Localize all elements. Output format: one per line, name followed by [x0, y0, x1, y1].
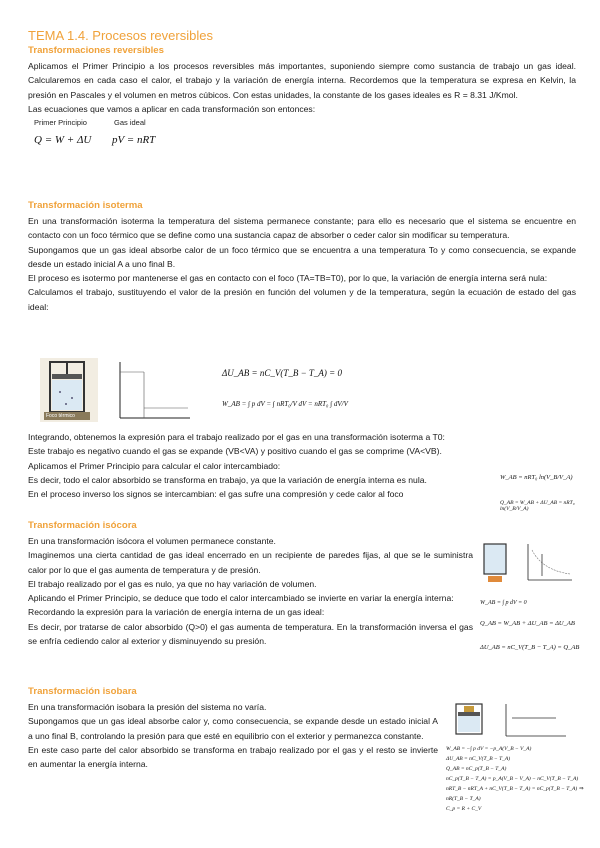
page-title: TEMA 1.4. Procesos reversibles [28, 28, 213, 43]
isobara-equations [446, 744, 596, 826]
isobara-equation-4: nC_p(T_B − T_A) = p_A(V_B − V_A) − nC_V(T_B − T_A) [446, 776, 579, 782]
isobara-paragraph-2: Supongamos que un gas ideal absorbe calor y, como consecuencia, se expande desde un estado inicial A a uno final B, controlando la presión para que esté en equilibrio con el exterior y permanezca constante. [28, 716, 438, 741]
isoterma-paragraph-5: Integrando, obtenemos la expresión para el trabajo realizado por el gas en una transformación isoterma a T0: [28, 432, 445, 442]
label-gas-ideal: Gas ideal [114, 118, 146, 128]
isocora-paragraph-1: En una transformación isócora el volumen permanece constante. [28, 536, 276, 546]
intro-paragraph-2: Las ecuaciones que vamos a aplicar en cada transformación son entonces: [28, 103, 316, 114]
isobara-equation-3: Q_AB = nC_p(T_B − T_A) [446, 766, 507, 772]
isobara-equation-2: ΔU_AB = nC_V(T_B − T_A) [446, 756, 511, 762]
isocora-paragraph-5: Recordando la expresión para la variación de energía interna de un gas ideal: [28, 607, 325, 618]
section-isoterma-cont [28, 430, 576, 501]
isobara-equation-1: W_AB = −∫ p dV = −p_A(V_B − V_A) [446, 746, 532, 752]
isoterma-equation-du: ΔU_AB = nC_V(T_B − T_A) = 0 [222, 368, 342, 378]
isoterma-equation-w: W_AB = ∫ p dV = ∫ nRT₀/V dV = nRT₀ ∫ dV/V [222, 400, 348, 408]
isoterma-equation-wab: W_AB = nRT₀ ln(V_B/V_A) [500, 474, 573, 481]
isoterma-equation-qab: Q_AB = W_AB + ΔU_AB = nRT₀ ln(V_B/V_A) [500, 500, 575, 512]
isocora-paragraph-3: El trabajo realizado por el gas es nulo, ya que no hay variación de volumen. [28, 578, 317, 589]
section-isoterma [28, 200, 576, 314]
isoterma-pv-diagram [108, 358, 192, 424]
section-intro [28, 28, 576, 166]
isoterma-paragraph-2: Supongamos que un gas ideal absorbe calor de un foco térmico que se encuentra a una temperatura To y como consecuencia, se expande desde un estado inicial A a uno final B. [28, 244, 576, 269]
isoterma-paragraph-1: En una transformación isoterma la temperatura del sistema permanece constante; para ello es necesario que el sistema se encuentre en contacto con un foco térmico que se define como una sustancia capaz de absorber o ceder calor sin modificar su temperatura. [28, 216, 576, 241]
isocora-paragraph-6: Es decir, por tratarse de calor absorbido (Q>0) el gas aumenta de temperatura. En la transformación inversa el gas se enfría cediendo calor al exterior y disminuyendo su presión. [28, 621, 473, 647]
isocora-figure [482, 540, 574, 586]
isobara-equation-5: nRT_B − nRT_A + nC_V(T_B − T_A) = nC_p(T_B − T_A) ⇒ nR(T_B − T_A) [446, 786, 584, 802]
isocora-equation-w: W_AB = ∫ p dV = 0 [480, 600, 527, 606]
isobara-paragraph-1: En una transformación isobara la presión del sistema no varía. [28, 702, 267, 712]
isoterma-paragraph-9: En el proceso inverso los signos se intercambian: el gas sufre una compresión y cede calor al foco [28, 489, 404, 500]
heading-isocora: Transformación isócora [28, 520, 137, 531]
label-foco-termico: Foco térmico [46, 413, 75, 419]
intro-paragraph-1: Aplicamos el Primer Principio a los procesos reversibles más importantes, suponiendo siempre como sustancia de trabajo un gas ideal. Calcularemos en cada caso el calor, el trabajo y la variación de energía interna. Recordemos que la temperatura se expresa en Kelvin, la presión en Pascales y el volumen en metros cúbicos. Con estas unidades, la constante de los gases ideales es R = 8.31 J/Kmol. [28, 61, 576, 100]
heading-transformaciones-reversibles: Transformaciones reversibles [28, 45, 164, 56]
heading-isobara: Transformación isobara [28, 686, 137, 697]
isocora-paragraph-4: Aplicando el Primer Principio, se deduce que todo el calor intercambiado se invierte en variar la energía interna: [28, 593, 454, 604]
isocora-equation-du: ΔU_AB = nC_V(T_B − T_A) = Q_AB [480, 644, 580, 651]
isoterma-paragraph-7: Aplicamos el Primer Principio para calcular el calor intercambiado: [28, 460, 281, 471]
isoterma-paragraph-6: Este trabajo es negativo cuando el gas se expande (VB<VA) y positivo cuando el gas se comprime (VA<VB). [28, 446, 442, 457]
isobara-paragraph-3: En este caso parte del calor absorbido se transforma en trabajo realizado por el gas y el resto se invierte en aumentar la energía interna. [28, 744, 438, 770]
isobara-equation-6: C_p = R + C_V [446, 806, 482, 812]
heading-isoterma: Transformación isoterma [28, 200, 143, 211]
isoterma-paragraph-4: Calculamos el trabajo, sustituyendo el valor de la presión en función del volumen y de la temperatura, según la ecuación de estado del gas ideal: [28, 287, 576, 312]
equation-gas-ideal: pV = nRT [112, 134, 156, 147]
isocora-equation-q: Q_AB = W_AB + ΔU_AB = ΔU_AB [480, 620, 575, 627]
isobara-figure [446, 700, 576, 740]
equation-primer-principio: Q = W + ΔU [34, 134, 92, 147]
isoterma-piston-figure [40, 358, 98, 422]
label-primer-principio: Primer Principio [34, 118, 87, 128]
isocora-paragraph-2: Imaginemos una cierta cantidad de gas ideal encerrado en un recipiente de paredes fijas, al que se le suministra calor por lo que el gas aumenta de temperatura y de presión. [28, 550, 473, 575]
isoterma-paragraph-8: Es decir, todo el calor absorbido se transforma en trabajo, ya que la variación de energía interna es nula. [28, 474, 427, 485]
isoterma-paragraph-3: El proceso es isotermo por mantenerse el gas en contacto con el foco (TA=TB=T0), por lo que, la variación de energía interna será nula: [28, 273, 548, 284]
intro-equations [28, 116, 576, 166]
